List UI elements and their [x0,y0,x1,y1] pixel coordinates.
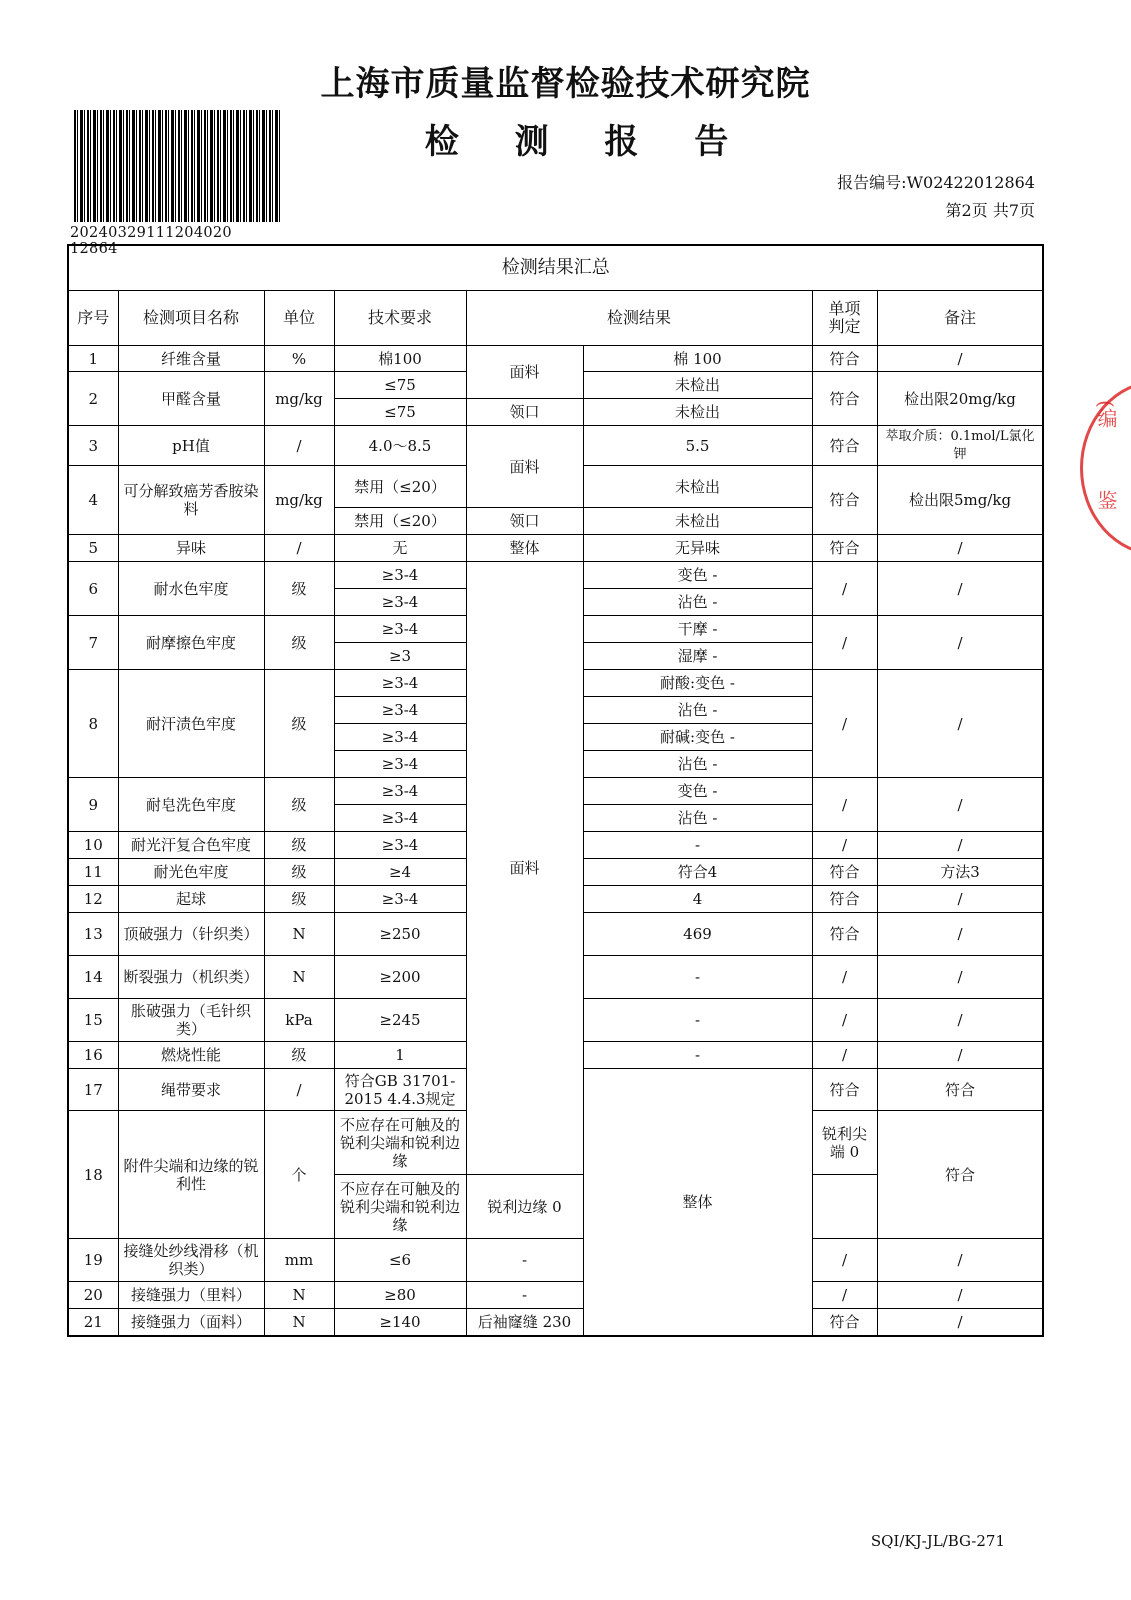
table-row [68,1309,1043,1336]
col-header-judgement [812,291,877,346]
cell-note: / [877,832,1043,859]
cell-result: - [583,832,812,859]
cell-unit: 级 [264,562,334,616]
cell-item: 燃烧性能 [118,1042,264,1069]
cell-unit: N [264,1282,334,1309]
cell-judgement: 符合 [812,426,877,466]
cell-requirement: 符合GB 31701-2015 4.4.3规定 [334,1069,466,1111]
cell-note: / [877,616,1043,670]
col-header-result: 检测结果 [466,291,812,346]
cell-unit: 级 [264,670,334,778]
table-row [68,1239,1043,1282]
cell-result: 沾色 - [583,751,812,778]
cell-requirement: ≥3-4 [334,832,466,859]
cell-no: 15 [68,999,118,1042]
cell-requirement: 4.0～8.5 [334,426,466,466]
cell-judgement: / [812,778,877,832]
cell-result: 变色 - [583,562,812,589]
cell-result: - [583,1042,812,1069]
cell-item: 断裂强力（机织类） [118,956,264,999]
cell-requirement: 1 [334,1042,466,1069]
cell-result: 符合4 [583,859,812,886]
cell-part: 整体 [466,535,583,562]
cell-no: 13 [68,913,118,956]
cell-part: 面料 [466,426,583,508]
cell-unit: N [264,956,334,999]
cell-part: 面料 [466,346,583,399]
cell-unit: 个 [264,1111,334,1239]
table-row [68,426,1043,466]
cell-note: / [877,535,1043,562]
cell-no: 18 [68,1111,118,1239]
cell-requirement: ≥3-4 [334,805,466,832]
cell-unit: / [264,535,334,562]
cell-result: - [583,999,812,1042]
cell-requirement: ≥3-4 [334,589,466,616]
table-caption: 检测结果汇总 [68,245,1043,291]
cell-item: 接缝强力（里料） [118,1282,264,1309]
cell-requirement: ≥4 [334,859,466,886]
report-number: 报告编号:W02422012864 [837,173,1035,192]
cell-note: / [877,956,1043,999]
cell-no: 20 [68,1282,118,1309]
cell-item: 顶破强力（针织类） [118,913,264,956]
cell-unit: / [264,426,334,466]
cell-unit: 级 [264,616,334,670]
cell-requirement: ≥80 [334,1282,466,1309]
cell-result: 未检出 [583,466,812,508]
cell-item: 甲醛含量 [118,372,264,426]
document-title: 检 测 报 告 [424,122,751,162]
cell-part-fabric: 面料 [466,562,583,1175]
cell-result: 469 [583,913,812,956]
cell-judgement: 符合 [812,535,877,562]
cell-judgement: / [812,1239,877,1282]
cell-unit: 级 [264,859,334,886]
page-indicator: 第2页 共7页 [945,201,1035,220]
cell-item: 异味 [118,535,264,562]
table-row [68,535,1043,562]
cell-unit: mg/kg [264,466,334,535]
cell-result: - [583,956,812,999]
cell-unit: 级 [264,886,334,913]
results-table [67,244,1044,1337]
cell-result: - [466,1239,583,1282]
cell-requirement: ≥3-4 [334,616,466,643]
table-row [68,1282,1043,1309]
cell-note: / [877,999,1043,1042]
cell-no: 7 [68,616,118,670]
cell-unit: N [264,913,334,956]
cell-unit: 级 [264,832,334,859]
cell-judgement: 符合 [812,859,877,886]
seal-text-top: (编 [1094,400,1118,428]
cell-result: 沾色 - [583,805,812,832]
cell-note: / [877,778,1043,832]
cell-no: 16 [68,1042,118,1069]
cell-judgement: / [812,956,877,999]
cell-result: 沾色 - [583,589,812,616]
cell-judgement: 符合 [812,1309,877,1336]
cell-result: 湿摩 - [583,643,812,670]
judgement-line2: 判定 [828,317,861,336]
cell-requirement: ≥3-4 [334,670,466,697]
cell-item: 可分解致癌芳香胺染料 [118,466,264,535]
barcode-number: 20240329111204020 12864 [70,225,232,257]
cell-note: 萃取介质：0.1mol/L氯化钾 [877,426,1043,466]
cell-judgement: 符合 [812,886,877,913]
cell-item: 耐皂洗色牢度 [118,778,264,832]
cell-requirement: ≥3-4 [334,724,466,751]
cell-result: 无异味 [583,535,812,562]
judgement-line1: 单项 [828,299,861,318]
cell-item: 纤维含量 [118,346,264,372]
cell-unit: / [264,1069,334,1111]
cell-result: 未检出 [583,399,812,426]
cell-result: 干摩 - [583,616,812,643]
cell-item: 耐光汗复合色牢度 [118,832,264,859]
cell-requirement: ≥245 [334,999,466,1042]
cell-note: / [877,1282,1043,1309]
cell-requirement: 无 [334,535,466,562]
table-header-row [68,291,1043,346]
cell-requirement: ≥3-4 [334,778,466,805]
cell-no: 8 [68,670,118,778]
cell-item: 耐汗渍色牢度 [118,670,264,778]
cell-result: 后袖窿缝 230 [466,1309,583,1336]
cell-no: 19 [68,1239,118,1282]
col-header-unit: 单位 [264,291,334,346]
cell-result: 未检出 [583,508,812,535]
cell-judgement: / [812,562,877,616]
cell-judgement: 符合 [812,913,877,956]
cell-item: 绳带要求 [118,1069,264,1111]
cell-result: 4 [583,886,812,913]
cell-no: 6 [68,562,118,616]
cell-requirement: ≥140 [334,1309,466,1336]
cell-no: 17 [68,1069,118,1111]
cell-judgement: / [812,616,877,670]
cell-unit: mg/kg [264,372,334,426]
cell-result: 变色 - [583,778,812,805]
cell-no: 21 [68,1309,118,1336]
col-header-requirement: 技术要求 [334,291,466,346]
cell-requirement: 棉100 [334,346,466,372]
cell-item: 耐水色牢度 [118,562,264,616]
cell-requirement: ≥3-4 [334,886,466,913]
cell-unit: kPa [264,999,334,1042]
cell-result: 5.5 [583,426,812,466]
cell-result: 锐利尖端 0 [812,1111,877,1175]
cell-note: / [877,1042,1043,1069]
cell-requirement: ≤6 [334,1239,466,1282]
form-code: SQI/KJ-JL/BG-271 [870,1532,1005,1550]
cell-requirement: ≥3-4 [334,562,466,589]
table-row [68,346,1043,372]
seal-text-bottom: 鉴 [1094,490,1118,510]
cell-requirement: ≥3 [334,643,466,670]
cell-item: 耐摩擦色牢度 [118,616,264,670]
cell-no: 1 [68,346,118,372]
col-header-note: 备注 [877,291,1043,346]
organization-name: 上海市质量监督检验技术研究院 [320,64,811,104]
col-header-item: 检测项目名称 [118,291,264,346]
cell-note: 检出限20mg/kg [877,372,1043,426]
cell-no: 3 [68,426,118,466]
cell-requirement: ≤75 [334,399,466,426]
cell-item: 起球 [118,886,264,913]
cell-result: 棉 100 [583,346,812,372]
cell-unit: 级 [264,778,334,832]
cell-note: / [877,562,1043,616]
cell-no: 5 [68,535,118,562]
cell-requirement: 不应存在可触及的锐利尖端和锐利边缘 [334,1175,466,1239]
cell-judgement: 符合 [877,1111,1043,1239]
cell-part-whole: 整体 [583,1069,812,1336]
cell-no: 9 [68,778,118,832]
cell-requirement: 禁用（≤20） [334,466,466,508]
cell-item: pH值 [118,426,264,466]
cell-result: 符合 [812,1069,877,1111]
cell-note: / [877,1239,1043,1282]
cell-judgement: / [812,999,877,1042]
cell-judgement: / [812,832,877,859]
cell-unit: mm [264,1239,334,1282]
cell-part: 领口 [466,399,583,426]
col-header-no: 序号 [68,291,118,346]
cell-judgement: 符合 [812,466,877,535]
cell-item: 接缝强力（面料） [118,1309,264,1336]
cell-no: 14 [68,956,118,999]
cell-note: 方法3 [877,859,1043,886]
cell-result: 锐利边缘 0 [466,1175,583,1239]
cell-item: 附件尖端和边缘的锐利性 [118,1111,264,1239]
cell-requirement: 禁用（≤20） [334,508,466,535]
cell-note: / [877,670,1043,778]
table-row [68,562,1043,589]
cell-no: 4 [68,466,118,535]
cell-unit: % [264,346,334,372]
cell-result: - [466,1282,583,1309]
cell-note: / [877,886,1043,913]
cell-judgement: / [812,670,877,778]
cell-unit: 级 [264,1042,334,1069]
cell-requirement: ≥200 [334,956,466,999]
cell-no: 2 [68,372,118,426]
cell-unit: N [264,1309,334,1336]
cell-no: 10 [68,832,118,859]
barcode-image [74,110,280,222]
cell-note: 检出限5mg/kg [877,466,1043,535]
cell-requirement: ≤75 [334,372,466,399]
cell-item: 胀破强力（毛针织类） [118,999,264,1042]
cell-requirement: ≥3-4 [334,697,466,724]
cell-part: 领口 [466,508,583,535]
cell-requirement: 不应存在可触及的锐利尖端和锐利边缘 [334,1111,466,1175]
cell-no: 12 [68,886,118,913]
cell-result: 未检出 [583,372,812,399]
cell-requirement: ≥3-4 [334,751,466,778]
cell-requirement: ≥250 [334,913,466,956]
cell-note: / [877,1309,1043,1336]
cell-judgement: / [812,1282,877,1309]
cell-note: / [877,346,1043,372]
cell-judgement: 符合 [812,346,877,372]
cell-result: 沾色 - [583,697,812,724]
cell-no: 11 [68,859,118,886]
cell-item: 耐光色牢度 [118,859,264,886]
cell-result: 耐碱:变色 - [583,724,812,751]
cell-note: / [877,913,1043,956]
cell-result: 耐酸:变色 - [583,670,812,697]
cell-judgement: / [812,1042,877,1069]
cell-item: 接缝处纱线滑移（机织类） [118,1239,264,1282]
cell-judgement: 符合 [812,372,877,426]
cell-judgement: 符合 [877,1069,1043,1111]
